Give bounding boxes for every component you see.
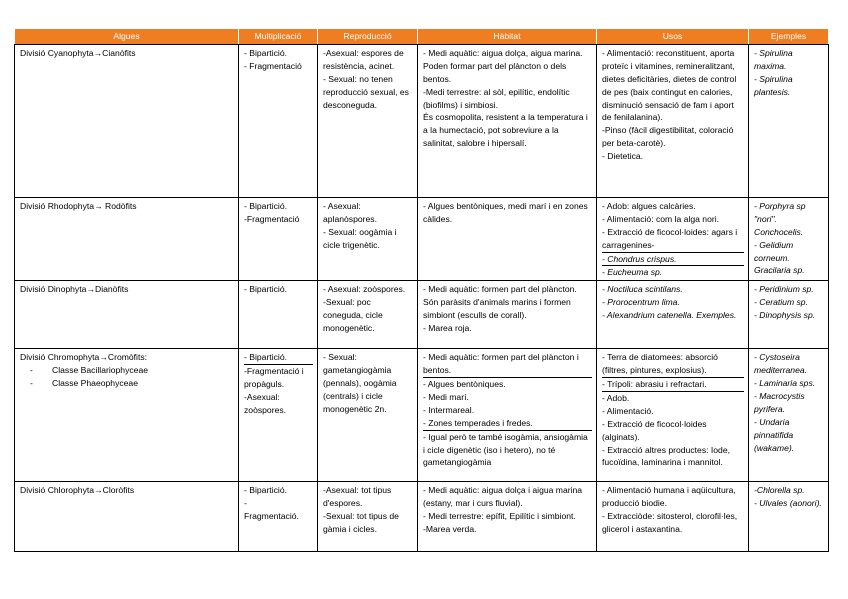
header-habitat: Hàbitat [418, 29, 597, 45]
cell-algues [15, 349, 239, 482]
cell-exemples [749, 198, 829, 281]
cell-usos [597, 281, 749, 349]
species-name: - Gelidium corneum. Gracilaria sp. [754, 239, 805, 276]
cell-exemples [749, 45, 829, 198]
text-line: - Medi marí. [423, 392, 469, 403]
species-name: - Undaria pinnatifida (wakame). [754, 416, 795, 453]
text-line: - Marea roja. [423, 323, 472, 334]
class-name: - Classe Bacillariophyceae [20, 364, 234, 377]
species-name: - Laminaria sps. [754, 378, 816, 389]
division-name: Divisió Rhodophyta→ Rodòfits [20, 201, 137, 211]
cell-habitat [418, 281, 597, 349]
cell-habitat [418, 349, 597, 482]
table-header-row [15, 29, 829, 45]
text-line: -Fragmentació [244, 213, 300, 224]
text-line: - Algues bentòniques, medi marí i en zones càlides. [423, 201, 588, 224]
text-line: - Extracciòde: sitosterol, clorofil·les, glicerol i astaxantina. [602, 511, 738, 535]
table-row-rhodophyta [15, 198, 829, 281]
text-line: - Terra de diatomees: absorció (filtres, pintures, explosius). [602, 351, 744, 378]
header-algues: Algues [15, 29, 239, 45]
header-usos: Usos [597, 29, 749, 45]
text-line: - Sexual: oogàmia i cicle trigenètic. [323, 226, 397, 250]
division-name: Divisió Chlorophyta→Cloròfits [20, 485, 135, 496]
text-line: - Dietetica. [602, 151, 644, 162]
division-name: Divisió Cyanophyta→Cianòfits [20, 48, 136, 58]
cell-algues [15, 482, 239, 552]
species-name: - Alexandrium catenella. Exemples. [602, 310, 737, 321]
cell-reproduccio [318, 349, 418, 482]
division-name: Divisió Dinophyta→Dianòfits [20, 284, 129, 295]
division-name: Divisió Chromophyta→Cromòfits: [20, 352, 148, 363]
text-line: -Asexual: tot tipus d'espores. [323, 485, 392, 509]
text-line: - Bipartició. [244, 284, 287, 295]
text-line: - Bipartició. [244, 201, 287, 211]
table-row-dinophyta [15, 281, 829, 349]
species-name: - Ulvales (aonori). [754, 498, 822, 509]
cell-exemples [749, 482, 829, 552]
text-line: És cosmopolita, resistent a la temperatura i a la humectació, pot sobreviure a la salinitat, salobre i hipersalí. [423, 112, 588, 149]
species-name: - Porphyra sp "nori". Conchocelis. [754, 201, 806, 237]
cell-reproduccio [318, 45, 418, 198]
header-exemples: Ejemples [749, 29, 829, 45]
text-line: - Sexual: no tenen reproducció sexual, es desconeguda. [323, 73, 409, 110]
text-line: - Alimentació: com la alga nori. [602, 213, 720, 224]
text-line: - [244, 498, 247, 509]
species-name: - Prorocentrum lima. [602, 297, 680, 308]
text-line: -Sexual: poc coneguda, cicle monogenètic. [323, 297, 383, 334]
cell-algues [15, 45, 239, 198]
cell-reproduccio [318, 198, 418, 281]
text-line: -Medi terrestre: al sòl, epilític, endolític (biofilms) i simbiosi. [423, 86, 570, 110]
text-line: - Sexual: gametangiogàmia (pennals), oogàmia (centrals) i cicle monogenètic 2n. [323, 352, 397, 414]
cell-multiplicacio [239, 45, 318, 198]
cell-usos [597, 198, 749, 281]
text-line: -Pinso (fàcil digestibilitat, coloració per beta-carotè). [602, 125, 734, 149]
species-name: - Ceratium sp. [754, 297, 808, 308]
text-line: - Adob: algues calcàries. [602, 201, 696, 211]
text-line: -Asexual: espores de resistència, acinet. [323, 48, 404, 71]
cell-usos [597, 349, 749, 482]
cell-usos [597, 45, 749, 198]
species-name: - Dinophysis sp. [754, 310, 816, 321]
species-name: - Spirulina plantesis. [754, 73, 793, 97]
species-name: - Peridinium sp. [754, 284, 814, 295]
cell-reproduccio [318, 482, 418, 552]
text-line: - Extracció de ficocol·loides (alginats). [602, 418, 707, 442]
text-line: - Asexual: zoòspores. [323, 284, 406, 295]
text-line: - Alimentació. [602, 405, 654, 416]
text-line: - Medi aquàtic: formen part del plàncton i bentos. [423, 351, 592, 378]
header-multiplicacio: Multiplicació [239, 29, 318, 45]
table-row-chromophyta [15, 349, 829, 482]
cell-exemples [749, 281, 829, 349]
text-line: - Trípoli: abrasiu i refractari. [602, 378, 744, 392]
text-line: -Asexual: zoòspores. [244, 392, 287, 415]
cell-habitat [418, 45, 597, 198]
text-line: - Fragmentació [244, 60, 302, 71]
header-reproduccio: Reproducció [318, 29, 418, 45]
text-line: -Sexual: tot tipus de gàmia i cicles. [323, 511, 399, 535]
text-line: -Fragmentació i propàguls. [244, 366, 304, 390]
cell-exemples [749, 349, 829, 482]
text-line: - Adob. [602, 393, 630, 404]
text-line: - Igual però te també isogàmia, ansiogàmia i cicle digenètic (iso i hetero), no té gametangiogàmia [423, 431, 588, 468]
text-line: - Zones temperades i fredes. [423, 417, 592, 431]
text-line: - Algues bentòniques. [423, 379, 506, 390]
text-line: - Bipartició. [244, 485, 287, 496]
text-line: Fragmentació. [244, 511, 299, 522]
cell-algues [15, 281, 239, 349]
table-row-cyanophyta [15, 45, 829, 198]
cell-habitat [418, 482, 597, 552]
species-name: - Eucheuma sp. [602, 267, 663, 278]
cell-habitat [418, 198, 597, 281]
text-line: -Marea verda. [423, 524, 477, 535]
text-line: - Extracció de ficocol·loides: agars i carragenines- [602, 226, 744, 253]
cell-algues [15, 198, 239, 281]
text-line: - Bipartició. [244, 351, 313, 365]
text-line: - Bipartició. [244, 48, 287, 58]
text-line: - Medi terrestre: epífit, Epilític i simbiont. [423, 511, 576, 522]
text-line: - Alimentació humana i aqüicultura, producció biodie. [602, 485, 736, 509]
text-line: - Alimentació: reconstituent, aporta proteïc i vitamines, remineralitzant, dietes deficitàries, dietes de control de pes (baix contingut en calories, disminució sensació de fam i aport de fenilalanina). [602, 48, 737, 123]
text-line: - Asexual: aplanòspores. [323, 201, 377, 224]
cell-multiplicacio [239, 482, 318, 552]
cell-multiplicacio [239, 349, 318, 482]
text-line: - Medi aquàtic: formen part del plàncton. Són paràsits d'animals marins i formen simbiont (esculls de corall). [423, 284, 577, 321]
table-row-chlorophyta [15, 482, 829, 552]
species-name: -Chlorella sp. [754, 485, 805, 496]
algae-table [14, 28, 829, 552]
class-name: - Classe Phaeophyceae [20, 377, 234, 390]
species-name: - Cystoseira mediterranea. [754, 352, 808, 376]
text-line: - Medi aquàtic: aigua dolça i aigua marina (estany, mar i curs fluvial). [423, 485, 583, 509]
cell-multiplicacio [239, 198, 318, 281]
cell-multiplicacio [239, 281, 318, 349]
species-name: - Noctiluca scintilans. [602, 284, 683, 295]
cell-reproduccio [318, 281, 418, 349]
text-line: - Medi aquàtic: aigua dolça, aigua marina. Poden formar part del plàncton o dels bentos. [423, 48, 583, 84]
species-name: - Spirulina maxima. [754, 48, 793, 71]
species-name: - Chondrus crispus. [602, 253, 744, 267]
cell-usos [597, 482, 749, 552]
text-line: - Extracció altres productes: Iode, fucoïdina, laminarina i mannitol. [602, 444, 731, 468]
text-line: - Intermareal. [423, 404, 475, 415]
algae-classification-document [14, 28, 828, 552]
species-name: - Macrocystis pyrifera. [754, 391, 805, 414]
